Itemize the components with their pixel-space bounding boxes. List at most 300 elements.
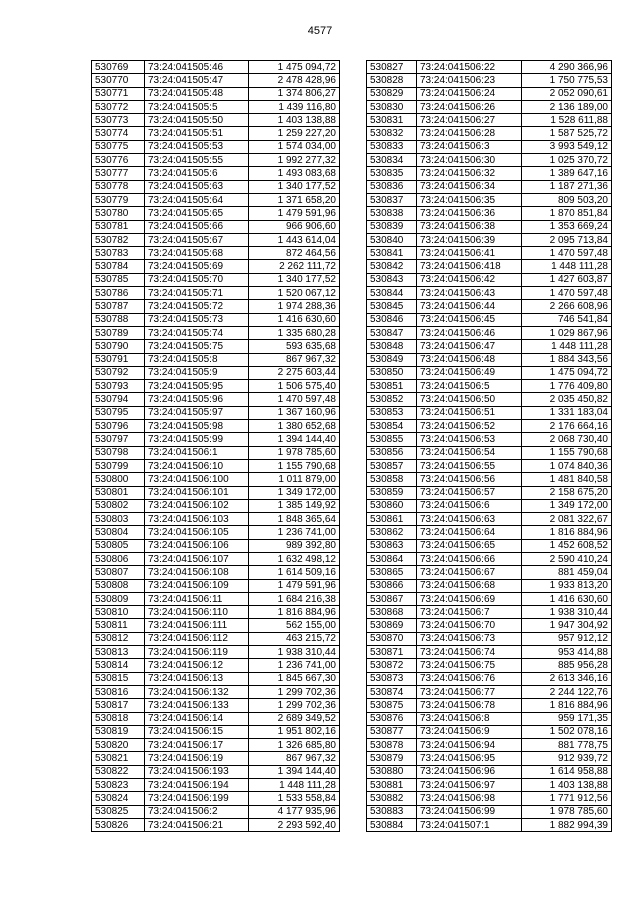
right-register-body bbox=[367, 61, 612, 832]
amount-cell: 1 884 343,56 bbox=[522, 353, 612, 366]
table-row bbox=[92, 539, 340, 552]
cadastral-number-cell: 73:24:041505:96 bbox=[145, 393, 249, 406]
cadastral-number-cell: 73:24:041505:50 bbox=[145, 114, 249, 127]
row-number-cell: 530800 bbox=[92, 473, 145, 486]
cadastral-number-cell: 73:24:041506:64 bbox=[417, 526, 522, 539]
row-number-cell: 530852 bbox=[367, 393, 417, 406]
amount-cell: 3 993 549,12 bbox=[522, 140, 612, 153]
table-row bbox=[92, 752, 340, 765]
amount-cell: 1 992 277,32 bbox=[249, 154, 340, 167]
cadastral-number-cell: 73:24:041506:49 bbox=[417, 366, 522, 379]
cadastral-number-cell: 73:24:041506:56 bbox=[417, 473, 522, 486]
table-row bbox=[367, 818, 612, 831]
table-row bbox=[367, 74, 612, 87]
amount-cell: 989 392,80 bbox=[249, 539, 340, 552]
amount-cell: 2 068 730,40 bbox=[522, 433, 612, 446]
table-row bbox=[367, 61, 612, 74]
amount-cell: 1 443 614,04 bbox=[249, 233, 340, 246]
cadastral-number-cell: 73:24:041505:99 bbox=[145, 433, 249, 446]
cadastral-number-cell: 73:24:041506:17 bbox=[145, 739, 249, 752]
amount-cell: 1 416 630,60 bbox=[522, 592, 612, 605]
table-row bbox=[92, 513, 340, 526]
amount-cell: 885 956,28 bbox=[522, 659, 612, 672]
cadastral-number-cell: 73:24:041506:100 bbox=[145, 473, 249, 486]
row-number-cell: 530820 bbox=[92, 739, 145, 752]
cadastral-number-cell: 73:24:041505:95 bbox=[145, 380, 249, 393]
row-number-cell: 530848 bbox=[367, 340, 417, 353]
row-number-cell: 530877 bbox=[367, 725, 417, 738]
cadastral-number-cell: 73:24:041506:107 bbox=[145, 552, 249, 565]
cadastral-number-cell: 73:24:041506:1 bbox=[145, 446, 249, 459]
cadastral-number-cell: 73:24:041505:51 bbox=[145, 127, 249, 140]
cadastral-number-cell: 73:24:041506:12 bbox=[145, 659, 249, 672]
amount-cell: 1 416 630,60 bbox=[249, 313, 340, 326]
cadastral-number-cell: 73:24:041506:41 bbox=[417, 247, 522, 260]
table-row bbox=[367, 592, 612, 605]
row-number-cell: 530779 bbox=[92, 193, 145, 206]
cadastral-number-cell: 73:24:041506:108 bbox=[145, 566, 249, 579]
row-number-cell: 530814 bbox=[92, 659, 145, 672]
amount-cell: 2 266 608,96 bbox=[522, 300, 612, 313]
cadastral-number-cell: 73:24:041505:8 bbox=[145, 353, 249, 366]
cadastral-number-cell: 73:24:041506:70 bbox=[417, 619, 522, 632]
table-row bbox=[92, 406, 340, 419]
cadastral-number-cell: 73:24:041505:9 bbox=[145, 366, 249, 379]
cadastral-number-cell: 73:24:041506:110 bbox=[145, 606, 249, 619]
amount-cell: 1 614 958,88 bbox=[522, 765, 612, 778]
cadastral-number-cell: 73:24:041505:67 bbox=[145, 233, 249, 246]
table-row bbox=[92, 287, 340, 300]
cadastral-number-cell: 73:24:041506:50 bbox=[417, 393, 522, 406]
amount-cell: 881 459,04 bbox=[522, 566, 612, 579]
row-number-cell: 530797 bbox=[92, 433, 145, 446]
table-row bbox=[367, 154, 612, 167]
row-number-cell: 530865 bbox=[367, 566, 417, 579]
row-number-cell: 530874 bbox=[367, 685, 417, 698]
table-row bbox=[92, 233, 340, 246]
cadastral-number-cell: 73:24:041505:65 bbox=[145, 207, 249, 220]
cadastral-number-cell: 73:24:041506:38 bbox=[417, 220, 522, 233]
amount-cell: 2 275 603,44 bbox=[249, 366, 340, 379]
cadastral-number-cell: 73:24:041505:69 bbox=[145, 260, 249, 273]
cadastral-number-cell: 73:24:041506:5 bbox=[417, 380, 522, 393]
cadastral-number-cell: 73:24:041505:5 bbox=[145, 100, 249, 113]
row-number-cell: 530816 bbox=[92, 685, 145, 698]
amount-cell: 1 470 597,48 bbox=[249, 393, 340, 406]
row-number-cell: 530789 bbox=[92, 326, 145, 339]
table-row bbox=[367, 712, 612, 725]
amount-cell: 1 816 884,96 bbox=[522, 526, 612, 539]
table-row bbox=[367, 180, 612, 193]
amount-cell: 1 574 034,00 bbox=[249, 140, 340, 153]
amount-cell: 1 632 498,12 bbox=[249, 552, 340, 565]
cadastral-number-cell: 73:24:041506:69 bbox=[417, 592, 522, 605]
table-row bbox=[92, 393, 340, 406]
cadastral-number-cell: 73:24:041506:52 bbox=[417, 420, 522, 433]
cadastral-number-cell: 73:24:041506:102 bbox=[145, 499, 249, 512]
amount-cell: 1 870 851,84 bbox=[522, 207, 612, 220]
amount-cell: 1 938 310,44 bbox=[522, 606, 612, 619]
amount-cell: 1 371 658,20 bbox=[249, 193, 340, 206]
cadastral-number-cell: 73:24:041506:101 bbox=[145, 486, 249, 499]
cadastral-number-cell: 73:24:041506:106 bbox=[145, 539, 249, 552]
left-register-table bbox=[91, 60, 340, 832]
cadastral-number-cell: 73:24:041506:24 bbox=[417, 87, 522, 100]
amount-cell: 1 326 685,80 bbox=[249, 739, 340, 752]
amount-cell: 1 394 144,40 bbox=[249, 433, 340, 446]
cadastral-number-cell: 73:24:041506:99 bbox=[417, 805, 522, 818]
table-row bbox=[367, 552, 612, 565]
amount-cell: 2 095 713,84 bbox=[522, 233, 612, 246]
amount-cell: 1 614 509,16 bbox=[249, 566, 340, 579]
cadastral-number-cell: 73:24:041505:72 bbox=[145, 300, 249, 313]
cadastral-number-cell: 73:24:041506:22 bbox=[417, 61, 522, 74]
row-number-cell: 530881 bbox=[367, 779, 417, 792]
cadastral-number-cell: 73:24:041506:21 bbox=[145, 818, 249, 831]
table-row bbox=[367, 300, 612, 313]
cadastral-number-cell: 73:24:041506:48 bbox=[417, 353, 522, 366]
amount-cell: 1 947 304,92 bbox=[522, 619, 612, 632]
cadastral-number-cell: 73:24:041506:95 bbox=[417, 752, 522, 765]
table-row bbox=[367, 486, 612, 499]
amount-cell: 2 590 410,24 bbox=[522, 552, 612, 565]
table-row bbox=[367, 140, 612, 153]
table-row bbox=[92, 646, 340, 659]
amount-cell: 1 403 138,88 bbox=[249, 114, 340, 127]
cadastral-number-cell: 73:24:041506:97 bbox=[417, 779, 522, 792]
amount-cell: 1 533 558,84 bbox=[249, 792, 340, 805]
cadastral-number-cell: 73:24:041506:103 bbox=[145, 513, 249, 526]
table-row bbox=[92, 818, 340, 831]
row-number-cell: 530846 bbox=[367, 313, 417, 326]
row-number-cell: 530819 bbox=[92, 725, 145, 738]
table-row bbox=[367, 805, 612, 818]
cadastral-number-cell: 73:24:041506:132 bbox=[145, 685, 249, 698]
table-row bbox=[92, 473, 340, 486]
cadastral-number-cell: 73:24:041506:45 bbox=[417, 313, 522, 326]
table-row bbox=[367, 313, 612, 326]
row-number-cell: 530847 bbox=[367, 326, 417, 339]
cadastral-number-cell: 73:24:041506:27 bbox=[417, 114, 522, 127]
row-number-cell: 530805 bbox=[92, 539, 145, 552]
amount-cell: 1 389 647,16 bbox=[522, 167, 612, 180]
table-row bbox=[92, 606, 340, 619]
amount-cell: 2 613 346,16 bbox=[522, 672, 612, 685]
cadastral-number-cell: 73:24:041505:63 bbox=[145, 180, 249, 193]
cadastral-number-cell: 73:24:041506:73 bbox=[417, 632, 522, 645]
table-row bbox=[367, 100, 612, 113]
cadastral-number-cell: 73:24:041506:36 bbox=[417, 207, 522, 220]
amount-cell: 1 353 669,24 bbox=[522, 220, 612, 233]
table-row bbox=[367, 499, 612, 512]
cadastral-number-cell: 73:24:041506:74 bbox=[417, 646, 522, 659]
row-number-cell: 530853 bbox=[367, 406, 417, 419]
amount-cell: 1 816 884,96 bbox=[249, 606, 340, 619]
cadastral-number-cell: 73:24:041506:47 bbox=[417, 340, 522, 353]
row-number-cell: 530774 bbox=[92, 127, 145, 140]
cadastral-number-cell: 73:24:041505:66 bbox=[145, 220, 249, 233]
row-number-cell: 530854 bbox=[367, 420, 417, 433]
cadastral-number-cell: 73:24:041506:98 bbox=[417, 792, 522, 805]
row-number-cell: 530867 bbox=[367, 592, 417, 605]
table-row bbox=[92, 207, 340, 220]
amount-cell: 1 349 172,00 bbox=[522, 499, 612, 512]
row-number-cell: 530795 bbox=[92, 406, 145, 419]
table-row bbox=[92, 459, 340, 472]
row-number-cell: 530869 bbox=[367, 619, 417, 632]
table-row bbox=[367, 685, 612, 698]
table-row bbox=[367, 606, 612, 619]
cadastral-number-cell: 73:24:041506:43 bbox=[417, 287, 522, 300]
amount-cell: 867 967,32 bbox=[249, 752, 340, 765]
row-number-cell: 530862 bbox=[367, 526, 417, 539]
table-row bbox=[92, 739, 340, 752]
row-number-cell: 530868 bbox=[367, 606, 417, 619]
cadastral-number-cell: 73:24:041506:57 bbox=[417, 486, 522, 499]
row-number-cell: 530818 bbox=[92, 712, 145, 725]
table-row bbox=[367, 340, 612, 353]
row-number-cell: 530792 bbox=[92, 366, 145, 379]
cadastral-number-cell: 73:24:041505:98 bbox=[145, 420, 249, 433]
row-number-cell: 530784 bbox=[92, 260, 145, 273]
table-row bbox=[367, 114, 612, 127]
cadastral-number-cell: 73:24:041506:30 bbox=[417, 154, 522, 167]
cadastral-number-cell: 73:24:041505:75 bbox=[145, 340, 249, 353]
row-number-cell: 530857 bbox=[367, 459, 417, 472]
cadastral-number-cell: 73:24:041506:23 bbox=[417, 74, 522, 87]
table-row bbox=[367, 353, 612, 366]
table-row bbox=[92, 499, 340, 512]
table-row bbox=[367, 433, 612, 446]
amount-cell: 2 158 675,20 bbox=[522, 486, 612, 499]
amount-cell: 1 011 879,00 bbox=[249, 473, 340, 486]
cadastral-number-cell: 73:24:041506:199 bbox=[145, 792, 249, 805]
table-row bbox=[367, 792, 612, 805]
left-register-body bbox=[92, 61, 340, 832]
cadastral-number-cell: 73:24:041505:74 bbox=[145, 326, 249, 339]
table-row bbox=[367, 672, 612, 685]
row-number-cell: 530803 bbox=[92, 513, 145, 526]
table-row bbox=[92, 712, 340, 725]
table-row bbox=[367, 247, 612, 260]
cadastral-number-cell: 73:24:041506:32 bbox=[417, 167, 522, 180]
cadastral-number-cell: 73:24:041506:14 bbox=[145, 712, 249, 725]
cadastral-number-cell: 73:24:041506:75 bbox=[417, 659, 522, 672]
table-row bbox=[92, 579, 340, 592]
cadastral-number-cell: 73:24:041505:55 bbox=[145, 154, 249, 167]
amount-cell: 1 528 611,88 bbox=[522, 114, 612, 127]
table-row bbox=[92, 685, 340, 698]
row-number-cell: 530825 bbox=[92, 805, 145, 818]
cadastral-number-cell: 73:24:041506:39 bbox=[417, 233, 522, 246]
table-row bbox=[367, 393, 612, 406]
amount-cell: 1 506 575,40 bbox=[249, 380, 340, 393]
row-number-cell: 530799 bbox=[92, 459, 145, 472]
amount-cell: 1 684 216,38 bbox=[249, 592, 340, 605]
table-row bbox=[92, 592, 340, 605]
row-number-cell: 530823 bbox=[92, 779, 145, 792]
row-number-cell: 530839 bbox=[367, 220, 417, 233]
cadastral-number-cell: 73:24:041506:76 bbox=[417, 672, 522, 685]
row-number-cell: 530770 bbox=[92, 74, 145, 87]
row-number-cell: 530832 bbox=[367, 127, 417, 140]
row-number-cell: 530870 bbox=[367, 632, 417, 645]
cadastral-number-cell: 73:24:041506:133 bbox=[145, 699, 249, 712]
cadastral-number-cell: 73:24:041506:77 bbox=[417, 685, 522, 698]
cadastral-number-cell: 73:24:041505:64 bbox=[145, 193, 249, 206]
table-row bbox=[92, 353, 340, 366]
table-row bbox=[92, 326, 340, 339]
row-number-cell: 530822 bbox=[92, 765, 145, 778]
row-number-cell: 530804 bbox=[92, 526, 145, 539]
cadastral-number-cell: 73:24:041506:53 bbox=[417, 433, 522, 446]
amount-cell: 1 978 785,60 bbox=[522, 805, 612, 818]
amount-cell: 2 052 090,61 bbox=[522, 87, 612, 100]
table-row bbox=[367, 127, 612, 140]
row-number-cell: 530833 bbox=[367, 140, 417, 153]
row-number-cell: 530828 bbox=[367, 74, 417, 87]
cadastral-number-cell: 73:24:041506:418 bbox=[417, 260, 522, 273]
amount-cell: 463 215,72 bbox=[249, 632, 340, 645]
row-number-cell: 530780 bbox=[92, 207, 145, 220]
amount-cell: 2 262 111,72 bbox=[249, 260, 340, 273]
table-row bbox=[367, 233, 612, 246]
table-row bbox=[367, 220, 612, 233]
amount-cell: 809 503,20 bbox=[522, 193, 612, 206]
cadastral-number-cell: 73:24:041505:48 bbox=[145, 87, 249, 100]
amount-cell: 2 689 349,52 bbox=[249, 712, 340, 725]
row-number-cell: 530801 bbox=[92, 486, 145, 499]
table-row bbox=[92, 779, 340, 792]
right-register-table bbox=[366, 60, 612, 832]
amount-cell: 1 974 288,36 bbox=[249, 300, 340, 313]
cadastral-number-cell: 73:24:041506:19 bbox=[145, 752, 249, 765]
table-row bbox=[92, 699, 340, 712]
amount-cell: 1 236 741,00 bbox=[249, 526, 340, 539]
table-row bbox=[92, 74, 340, 87]
amount-cell: 1 587 525,72 bbox=[522, 127, 612, 140]
row-number-cell: 530835 bbox=[367, 167, 417, 180]
amount-cell: 1 029 867,96 bbox=[522, 326, 612, 339]
cadastral-number-cell: 73:24:041506:34 bbox=[417, 180, 522, 193]
cadastral-number-cell: 73:24:041506:78 bbox=[417, 699, 522, 712]
cadastral-number-cell: 73:24:041505:73 bbox=[145, 313, 249, 326]
cadastral-number-cell: 73:24:041506:35 bbox=[417, 193, 522, 206]
row-number-cell: 530793 bbox=[92, 380, 145, 393]
amount-cell: 1 816 884,96 bbox=[522, 699, 612, 712]
row-number-cell: 530777 bbox=[92, 167, 145, 180]
row-number-cell: 530772 bbox=[92, 100, 145, 113]
row-number-cell: 530873 bbox=[367, 672, 417, 685]
row-number-cell: 530811 bbox=[92, 619, 145, 632]
amount-cell: 1 155 790,68 bbox=[249, 459, 340, 472]
amount-cell: 957 912,12 bbox=[522, 632, 612, 645]
table-row bbox=[367, 579, 612, 592]
amount-cell: 1 750 775,53 bbox=[522, 74, 612, 87]
row-number-cell: 530826 bbox=[92, 818, 145, 831]
cadastral-number-cell: 73:24:041506:112 bbox=[145, 632, 249, 645]
row-number-cell: 530875 bbox=[367, 699, 417, 712]
row-number-cell: 530879 bbox=[367, 752, 417, 765]
amount-cell: 1 481 840,58 bbox=[522, 473, 612, 486]
amount-cell: 2 035 450,82 bbox=[522, 393, 612, 406]
row-number-cell: 530872 bbox=[367, 659, 417, 672]
cadastral-number-cell: 73:24:041506:6 bbox=[417, 499, 522, 512]
row-number-cell: 530769 bbox=[92, 61, 145, 74]
table-row bbox=[367, 193, 612, 206]
cadastral-number-cell: 73:24:041506:8 bbox=[417, 712, 522, 725]
row-number-cell: 530836 bbox=[367, 180, 417, 193]
row-number-cell: 530863 bbox=[367, 539, 417, 552]
amount-cell: 1 776 409,80 bbox=[522, 380, 612, 393]
table-row bbox=[92, 805, 340, 818]
amount-cell: 1 025 370,72 bbox=[522, 154, 612, 167]
row-number-cell: 530850 bbox=[367, 366, 417, 379]
amount-cell: 2 081 322,67 bbox=[522, 513, 612, 526]
table-row bbox=[367, 273, 612, 286]
amount-cell: 1 299 702,36 bbox=[249, 699, 340, 712]
amount-cell: 1 479 591,96 bbox=[249, 207, 340, 220]
cadastral-number-cell: 73:24:041506:7 bbox=[417, 606, 522, 619]
cadastral-number-cell: 73:24:041506:28 bbox=[417, 127, 522, 140]
cadastral-number-cell: 73:24:041506:10 bbox=[145, 459, 249, 472]
cadastral-number-cell: 73:24:041506:51 bbox=[417, 406, 522, 419]
cadastral-number-cell: 73:24:041506:13 bbox=[145, 672, 249, 685]
cadastral-number-cell: 73:24:041506:119 bbox=[145, 646, 249, 659]
row-number-cell: 530851 bbox=[367, 380, 417, 393]
amount-cell: 1 470 597,48 bbox=[522, 287, 612, 300]
table-row bbox=[92, 247, 340, 260]
row-number-cell: 530856 bbox=[367, 446, 417, 459]
amount-cell: 1 520 067,12 bbox=[249, 287, 340, 300]
table-row bbox=[367, 326, 612, 339]
table-row bbox=[92, 61, 340, 74]
table-row bbox=[367, 526, 612, 539]
amount-cell: 2 478 428,96 bbox=[249, 74, 340, 87]
table-row bbox=[92, 220, 340, 233]
cadastral-number-cell: 73:24:041506:65 bbox=[417, 539, 522, 552]
row-number-cell: 530861 bbox=[367, 513, 417, 526]
cadastral-number-cell: 73:24:041505:53 bbox=[145, 140, 249, 153]
table-row bbox=[92, 552, 340, 565]
cadastral-number-cell: 73:24:041506:55 bbox=[417, 459, 522, 472]
row-number-cell: 530771 bbox=[92, 87, 145, 100]
table-row bbox=[367, 167, 612, 180]
row-number-cell: 530806 bbox=[92, 552, 145, 565]
amount-cell: 1 427 603,87 bbox=[522, 273, 612, 286]
amount-cell: 1 236 741,00 bbox=[249, 659, 340, 672]
table-row bbox=[92, 193, 340, 206]
table-row bbox=[367, 446, 612, 459]
row-number-cell: 530882 bbox=[367, 792, 417, 805]
cadastral-number-cell: 73:24:041506:105 bbox=[145, 526, 249, 539]
table-row bbox=[367, 539, 612, 552]
table-row bbox=[367, 752, 612, 765]
cadastral-number-cell: 73:24:041506:54 bbox=[417, 446, 522, 459]
cadastral-number-cell: 73:24:041505:6 bbox=[145, 167, 249, 180]
row-number-cell: 530781 bbox=[92, 220, 145, 233]
row-number-cell: 530787 bbox=[92, 300, 145, 313]
amount-cell: 1 502 078,16 bbox=[522, 725, 612, 738]
table-row bbox=[367, 260, 612, 273]
amount-cell: 746 541,84 bbox=[522, 313, 612, 326]
amount-cell: 1 470 597,48 bbox=[522, 247, 612, 260]
table-row bbox=[367, 659, 612, 672]
cadastral-number-cell: 73:24:041506:194 bbox=[145, 779, 249, 792]
cadastral-number-cell: 73:24:041506:111 bbox=[145, 619, 249, 632]
cadastral-number-cell: 73:24:041507:1 bbox=[417, 818, 522, 831]
cadastral-number-cell: 73:24:041506:193 bbox=[145, 765, 249, 778]
